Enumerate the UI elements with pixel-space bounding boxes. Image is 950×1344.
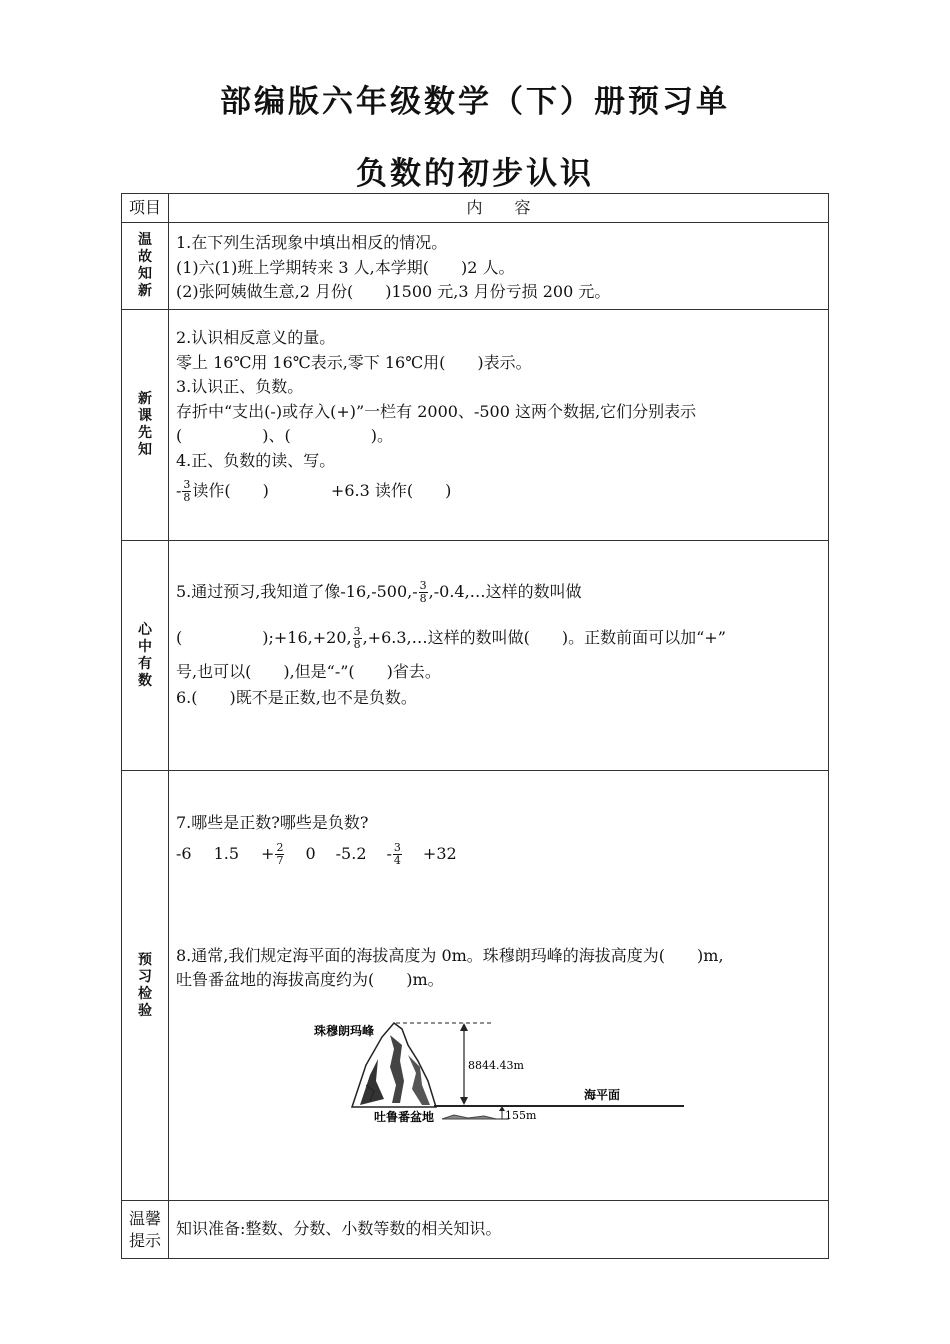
number-item: - — [386, 843, 392, 863]
question-8-line-2: 吐鲁番盆地的海拔高度约为( )m。 — [176, 970, 444, 989]
read-blank-1: 读作( ) — [192, 481, 269, 500]
page-subtitle: 负数的初步认识 — [356, 156, 594, 192]
question-3-blanks: ( )、( )。 — [176, 426, 393, 445]
number-item: + — [261, 843, 275, 863]
fraction: $\frac{3}{8}$ — [183, 478, 191, 504]
row-heart — [122, 541, 829, 771]
basin-illustration — [442, 1115, 496, 1119]
question-5: 5.通过预习,我知道了像-16,-500,- $\frac{3}{8}$ ,-0.4,…这样的数叫做 — [176, 579, 582, 605]
fraction: $\frac{2}{7}$ — [276, 840, 284, 867]
question-5-line-3: 号,也可以( ),但是“-”( )省去。 — [176, 662, 441, 681]
question-4: 4.正、负数的读、写。 — [176, 450, 336, 470]
question-1-part-1: (1)六(1)班上学期转来 3 人,本学期( )2 人。 — [176, 257, 515, 277]
question-3-text: 存折中“支出(-)或存入(+)”一栏有 2000、-500 这两个数据,它们分别表示 — [176, 401, 697, 421]
read-blank-2: +6.3 读作( ) — [330, 481, 452, 500]
section-label-heart: 心中有数 — [138, 621, 152, 689]
number-item: -5.2 — [335, 843, 367, 863]
peak-label: 珠穆朗玛峰 — [314, 1024, 375, 1038]
question-1-part-2: (2)张阿姨做生意,2 月份( )1500 元,3 月份亏损 200 元。 — [176, 282, 611, 301]
number-item: 1.5 — [213, 843, 240, 863]
section-label-review: 温故知新 — [138, 232, 152, 299]
question-3: 3.认识正、负数。 — [176, 377, 304, 396]
sea-level-label: 海平面 — [584, 1088, 621, 1102]
page-title: 部编版六年级数学（下）册预习单 — [220, 84, 730, 120]
height-label: 8844.43m — [468, 1059, 524, 1072]
tip-text: 知识准备:整数、分数、小数等数的相关知识。 — [176, 1219, 502, 1239]
number-item: -6 — [176, 843, 192, 863]
number-item: 0 — [305, 843, 316, 863]
question-4-items — [176, 479, 828, 504]
question-6: 6.( )既不是正数,也不是负数。 — [176, 688, 417, 707]
row-new — [122, 310, 829, 541]
question-1: 1.在下列生活现象中填出相反的情况。 — [176, 233, 448, 252]
section-label-new: 新课先知 — [138, 391, 152, 458]
section-label-check: 预习检验 — [138, 951, 152, 1019]
header-content-label: 内 容 — [466, 198, 531, 217]
altitude-diagram — [304, 1015, 704, 1123]
question-2-text: 零上 16℃用 16℃表示,零下 16℃用( )表示。 — [176, 352, 532, 372]
basin-label: 吐鲁番盆地 — [374, 1110, 435, 1123]
question-7: 7.哪些是正数?哪些是负数? — [176, 813, 369, 832]
worksheet-table — [121, 193, 829, 1259]
neg-sign: - — [176, 481, 182, 500]
row-review — [122, 223, 829, 310]
header-row — [122, 194, 829, 223]
number-list — [176, 842, 828, 867]
section-label-tip: 温馨提示 — [128, 1208, 161, 1250]
number-item: +32 — [422, 843, 457, 863]
row-check — [122, 771, 829, 1201]
question-2: 2.认识相反意义的量。 — [176, 328, 336, 347]
row-tip — [122, 1201, 829, 1259]
depth-label: 155m — [505, 1109, 537, 1122]
header-item-label: 项目 — [128, 198, 161, 217]
fraction: $\frac{3}{4}$ — [393, 840, 401, 867]
question-8: 8.通常,我们规定海平面的海拔高度为 0m。珠穆朗玛峰的海拔高度为( )m, — [176, 945, 724, 965]
question-5-line-2: ( );+16,+20, $\frac{3}{8}$ ,+6.3,…这样的数叫做( )。正数前面可以加“+” — [176, 625, 726, 651]
